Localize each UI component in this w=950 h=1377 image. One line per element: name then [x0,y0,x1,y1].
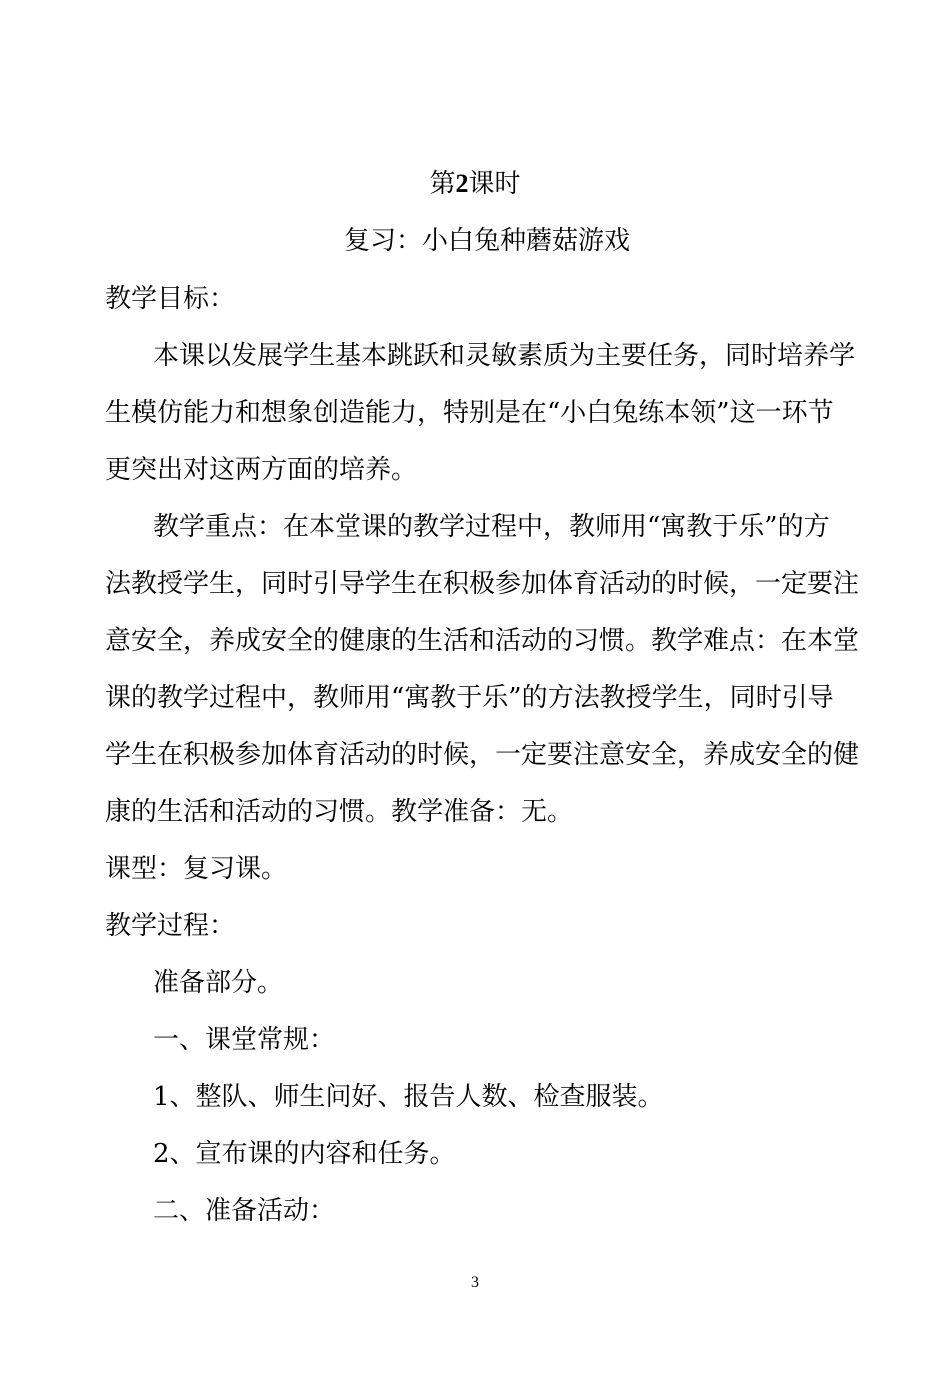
heading-teaching-process: 教学过程： [105,911,236,941]
paragraph-line: 教学重点：在本堂课的教学过程中，教师用“寓教于乐”的方 [153,512,830,542]
paragraph-line: 课的教学过程中，教师用“寓教于乐”的方法教授学生，同时引导 [105,683,834,713]
lesson-type: 课型：复习课。 [105,854,288,884]
lesson-subtitle: 复习：小白兔种蘑菇游戏 [343,226,630,256]
paragraph-line: 生模仿能力和想象创造能力，特别是在“小白兔练本领”这一环节 [105,398,834,428]
list-item: 二、准备活动： [153,1196,336,1226]
paragraph-line: 康的生活和活动的习惯。教学准备：无。 [105,797,574,827]
title-number: 2 [455,169,469,198]
heading-teaching-goals: 教学目标： [105,284,236,314]
paragraph-line: 法教授学生，同时引导学生在积极参加体育活动的时候，一定要注 [105,569,860,599]
paragraph-line: 意安全，养成安全的健康的生活和活动的习惯。教学难点：在本堂 [105,626,860,656]
paragraph-line: 本课以发展学生基本跳跃和灵敏素质为主要任务，同时培养学 [153,341,856,371]
list-item: 准备部分。 [153,968,284,998]
list-item: 2、宣布课的内容和任务。 [153,1139,456,1169]
paragraph-line: 学生在积极参加体育活动的时候，一定要注意安全，养成安全的健 [105,740,860,770]
page-number: 3 [471,1274,479,1291]
title-suffix: 课时 [468,169,521,199]
title-prefix: 第 [429,169,456,199]
list-item: 1、整队、师生问好、报告人数、检查服装。 [153,1082,664,1112]
lesson-title [0,167,950,201]
paragraph-line: 更突出对这两方面的培养。 [105,455,418,485]
list-item: 一、课堂常规： [153,1025,336,1055]
